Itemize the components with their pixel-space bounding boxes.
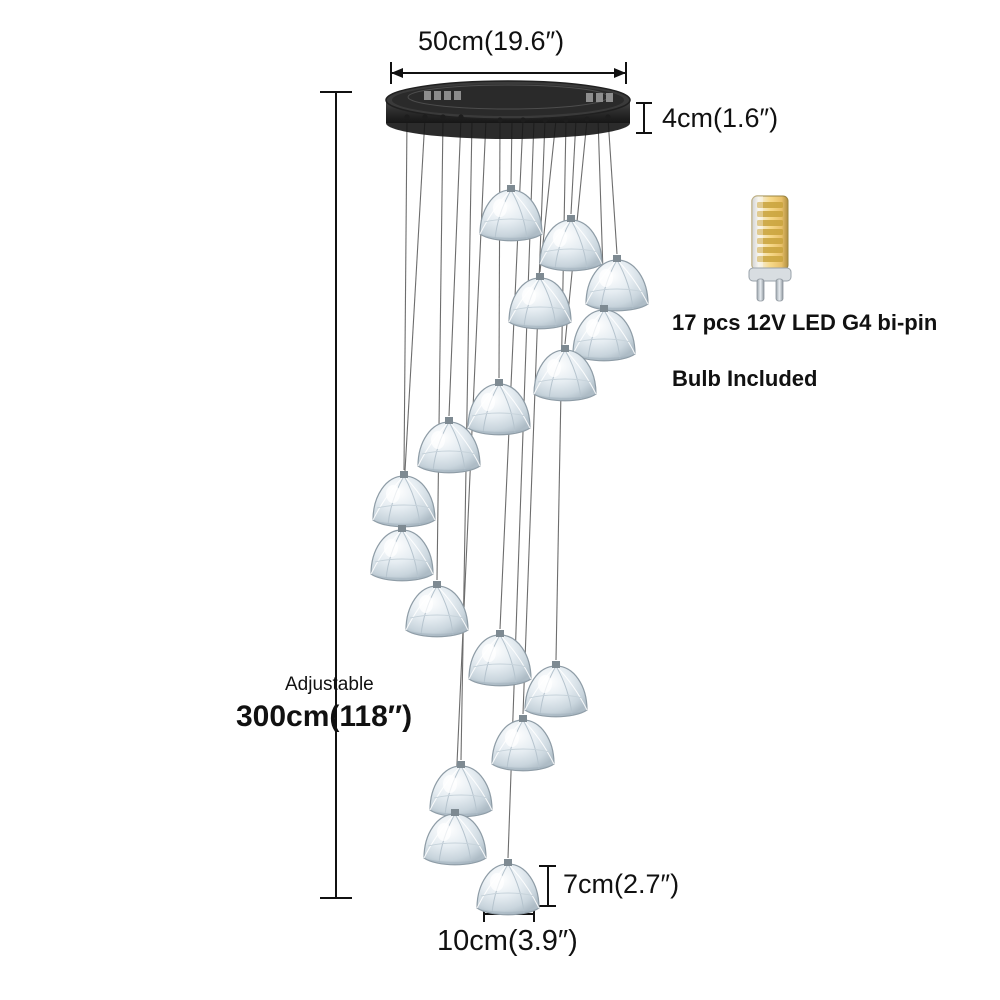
label-canopy-width: 50cm(19.6″) <box>418 26 565 56</box>
crystal-shade <box>540 215 602 271</box>
led-g4-bulb-icon <box>749 196 791 301</box>
crystal-shade <box>430 761 492 817</box>
crystal-shade <box>371 525 433 581</box>
crystal-shade <box>477 859 539 915</box>
label-shade-height: 7cm(2.7″) <box>563 869 680 899</box>
crystal-shade <box>573 305 635 361</box>
crystal-shade <box>480 185 542 241</box>
crystal-shade <box>373 471 435 527</box>
label-bulb-spec: 17 pcs 12V LED G4 bi-pin <box>672 310 938 335</box>
dimension-total-drop <box>320 92 352 898</box>
crystal-shade <box>492 715 554 771</box>
label-shade-width: 10cm(3.9″) <box>437 925 578 957</box>
crystal-shade <box>469 630 531 686</box>
label-total-drop: 300cm(118″) <box>236 700 413 733</box>
ceiling-canopy <box>386 81 630 139</box>
crystal-shade <box>509 273 571 329</box>
dimension-canopy-height <box>636 103 652 133</box>
crystal-shade <box>468 379 530 435</box>
label-adjustable: Adjustable <box>285 674 374 695</box>
crystal-shade <box>525 661 587 717</box>
crystal-shade <box>406 581 468 637</box>
dimension-shade-height <box>539 866 556 906</box>
label-canopy-height: 4cm(1.6″) <box>662 103 779 133</box>
crystal-shade <box>424 809 486 865</box>
label-bulb-included: Bulb Included <box>672 366 818 391</box>
